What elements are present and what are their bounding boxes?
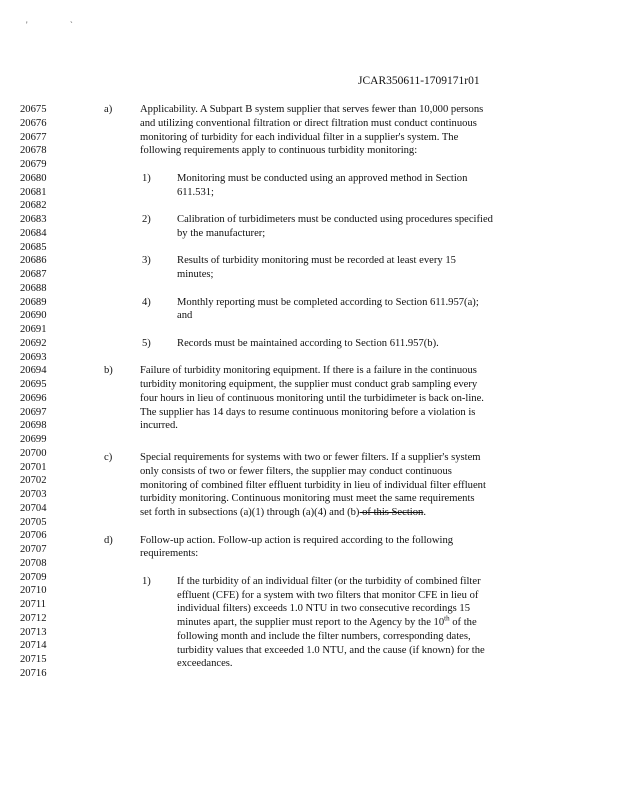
deleted-text: of this Section <box>359 507 424 518</box>
line-number: 20704 <box>20 502 47 514</box>
section-d-label: d) <box>104 534 113 546</box>
section-c-last-line <box>140 506 426 520</box>
section-b-line: four hours in lieu of continuous monitoring until the turbidimeter is back on-line. <box>140 392 484 404</box>
item-a3-line: minutes; <box>177 269 214 280</box>
line-number: 20683 <box>20 214 47 225</box>
section-c-line: monitoring of combined filter effluent turbidity in lieu of individual filter effluent <box>140 479 486 491</box>
item-a1-line: 611.531; <box>177 186 214 198</box>
section-a-line: following requirements apply to continuous turbidity monitoring: <box>140 145 418 157</box>
item-a5-line: Records must be maintained according to Section 611.957(b). <box>177 337 439 349</box>
line-number: 20716 <box>20 667 47 679</box>
line-number: 20694 <box>20 365 47 377</box>
line-number: 20706 <box>20 530 47 542</box>
section-b-line: turbidity monitoring equipment, the supplier must conduct grab sampling every <box>140 379 478 390</box>
item-d1-label: 1) <box>142 575 151 587</box>
line-number: 20695 <box>20 379 47 390</box>
item-a3-line: Results of turbidity monitoring must be recorded at least every 15 <box>177 255 456 267</box>
superscript: th <box>444 614 450 623</box>
item-a2-line: by the manufacturer; <box>177 227 266 239</box>
line-number: 20676 <box>20 117 47 129</box>
line-number: 20680 <box>20 172 47 184</box>
item-d1-line: effluent (CFE) for a system with two filters that monitor CFE in lieu of <box>177 589 479 601</box>
line-number: 20713 <box>20 626 47 638</box>
section-c-label: c) <box>104 452 113 463</box>
line-number: 20685 <box>20 241 47 253</box>
line-number: 20705 <box>20 516 47 528</box>
section-c-end: . <box>423 507 426 518</box>
line-number: 20701 <box>20 461 47 473</box>
item-d1-text: minutes apart, the supplier must report to the Agency by the 10 <box>177 617 445 628</box>
item-d1-line <box>177 616 477 630</box>
line-number: 20697 <box>20 406 47 418</box>
line-number: 20712 <box>20 612 47 624</box>
item-d1-line: exceedances. <box>177 658 233 670</box>
section-a-line: and utilizing conventional filtration or direct filtration must conduct continuous <box>140 117 477 129</box>
line-number: 20684 <box>20 227 47 239</box>
line-number: 20690 <box>20 310 47 322</box>
item-a5-label: 5) <box>142 337 151 349</box>
item-d1-line: If the turbidity of an individual filter (or the turbidity of combined filter <box>177 575 481 587</box>
item-d1-line: following month and include the filter numbers, corresponding dates, <box>177 630 471 642</box>
line-number: 20696 <box>20 392 47 404</box>
line-number: 20682 <box>20 200 47 212</box>
line-number: 20711 <box>20 599 47 610</box>
section-d-line: Follow-up action. Follow-up action is required according to the following <box>140 534 454 546</box>
section-b-line: Failure of turbidity monitoring equipment. If there is a failure in the continuous <box>140 365 477 377</box>
line-number: 20708 <box>20 557 47 569</box>
line-number: 20700 <box>20 447 47 459</box>
section-a-label: a) <box>104 104 113 115</box>
line-number: 20710 <box>20 585 47 597</box>
line-number: 20702 <box>20 475 47 487</box>
scan-marks: ' ` <box>26 20 93 30</box>
line-number: 20686 <box>20 255 47 267</box>
section-a-line: Applicability. A Subpart B system supplier that serves fewer than 10,000 persons <box>140 104 484 115</box>
line-number: 20681 <box>20 186 47 198</box>
section-b-line: incurred. <box>140 420 178 432</box>
section-c-line: only consists of two or fewer filters, the supplier may conduct continuous <box>140 465 452 477</box>
line-number: 20703 <box>20 489 47 500</box>
line-number: 20677 <box>20 131 47 143</box>
item-a2-line: Calibration of turbidimeters must be conducted using procedures specified <box>177 214 493 225</box>
line-number: 20699 <box>20 434 47 445</box>
item-a4-line: Monthly reporting must be completed according to Section 611.957(a); <box>177 296 479 308</box>
line-number: 20698 <box>20 420 47 432</box>
item-d1-line: individual filters) exceeds 1.0 NTU in two consecutive recordings 15 <box>177 603 471 615</box>
item-a4-label: 4) <box>142 296 151 308</box>
section-b-label: b) <box>104 365 113 377</box>
line-number: 20715 <box>20 654 47 665</box>
item-a3-label: 3) <box>142 255 151 267</box>
item-d1-text: of the <box>449 617 477 628</box>
line-number: 20675 <box>20 104 47 115</box>
item-a4-line: and <box>177 310 193 322</box>
section-c-line: Special requirements for systems with two or fewer filters. If a supplier's system <box>140 452 481 463</box>
line-number: 20709 <box>20 571 47 583</box>
section-d-line: requirements: <box>140 548 199 560</box>
line-number: 20679 <box>20 159 47 170</box>
line-number: 20693 <box>20 351 47 363</box>
line-number: 20714 <box>20 640 47 652</box>
line-number: 20692 <box>20 337 47 349</box>
section-a-line: monitoring of turbidity for each individual filter in a supplier's system. The <box>140 131 459 143</box>
item-a2-label: 2) <box>142 214 151 225</box>
line-number: 20678 <box>20 145 47 157</box>
item-d1-line: turbidity values that exceeded 1.0 NTU, and the cause (if known) for the <box>177 644 485 656</box>
line-number: 20707 <box>20 544 47 555</box>
section-c-line: turbidity monitoring. Continuous monitoring must meet the same requirements <box>140 493 475 505</box>
section-b-line: The supplier has 14 days to resume continuous monitoring before a violation is <box>140 406 476 418</box>
line-number: 20687 <box>20 269 47 280</box>
line-number: 20691 <box>20 324 47 335</box>
document-id-header: JCAR350611-1709171r01 <box>358 75 480 87</box>
item-a1-line: Monitoring must be conducted using an approved method in Section <box>177 172 468 184</box>
line-number: 20688 <box>20 282 47 294</box>
item-a1-label: 1) <box>142 172 151 184</box>
section-c-text: set forth in subsections (a)(1) through (a)(4) and (b) <box>140 507 360 518</box>
line-number: 20689 <box>20 296 47 308</box>
